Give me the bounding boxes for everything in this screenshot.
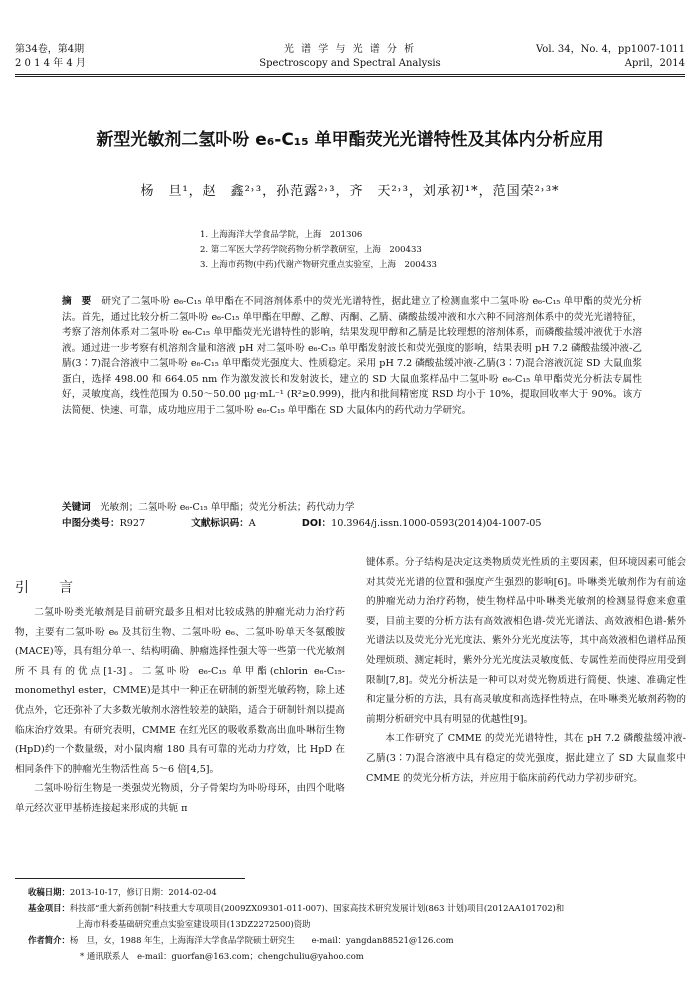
doi-value: 10.3964/j.issn.1000-0593(2014)04-1007-05	[331, 517, 542, 529]
clc-value: R927	[119, 517, 146, 529]
author-bio-label: 作者简介：	[28, 935, 70, 945]
journal-title-en: Spectroscopy and Spectral Analysis	[259, 58, 441, 69]
header-rule-2	[15, 76, 685, 77]
received-value: 2013-10-17，修订日期：2014-02-04	[69, 887, 217, 897]
volume-issue-en: Vol. 34，No. 4，pp1007-1011	[536, 44, 685, 55]
abstract-text: 研究了二氢卟吩 e₆-C₁₅ 单甲酯在不同溶剂体系中的荧光光谱特性，据此建立了检测血浆中二氢卟吩 e₆-C₁₅ 单甲酯的荧光分析法。首先，通过比较分析二氢卟吩 e₆-C₁₅ 单甲酯在甲醇、乙醇、丙酮、乙腈、磷酸盐缓冲液和水六种不同溶剂体系中的荧光光谱特征，考察了溶剂体系对二氢卟吩 e₆-C₁₅ 单甲酯荧光光谱特性的影响，结果发现甲醇和乙腈是比较理想的溶剂体系，而磷酸盐缓冲液优于水溶液。通过进一步考察有机溶剂含量和溶液 pH 对二氢卟吩 e₆-C₁₅ 单甲酯发射波长和荧光强度的影响，结果表明 pH 7.2 磷酸盐缓冲液-乙腈(3∶7)混合溶液中二氢卟吩 e₆-C₁₅ 单甲酯荧光强度大、性质稳定。采用 pH 7.2 磷酸盐缓冲液-乙腈(3∶7)混合溶液沉淀 SD 大鼠血浆蛋白，选择 498.00 和 664.05 nm 作为激发波长和发射波长，建立的 SD 大鼠血浆样品中二氢卟吩 e₆-C₁₅ 单甲酯荧光分析法专属性好，灵敏度高，线性范围为 0.50～50.00 μg·mL⁻¹ (R²≥0.999)，批内和批间精密度 RSD 均小于 10%，提取回收率大于 90%。该方法简便、快速、可靠，成功地应用于二氢卟吩 e₆-C₁₅ 单甲酯在 SD 大鼠体内的药代动力学研究。	[62, 296, 642, 416]
keywords-block	[62, 500, 662, 531]
volume-issue-cn: 第34卷，第4期	[15, 44, 85, 55]
received-label: 收稿日期：	[28, 887, 70, 897]
date-en: April，2014	[624, 58, 685, 69]
intro-paragraph-2-cont: 键体系。分子结构是决定这类物质荧光性质的主要因素，但环境因素可能会对其荧光光谱的位置和强度产生强烈的影响[6]。卟啉类光敏剂作为有前途的肿瘤光动力治疗药物，使生物样品中卟啉类光敏剂的检测显得愈来愈重要，目前主要的分析方法有高效液相色谱-荧光光谱法、高效液相色谱-紫外光谱法以及荧光分光光度法、紫外分光光度法等，其中高效液相色谱样品预处理烦琐、测定耗时，紫外分光光度法灵敏度低、专属性差而使得应用受到限制[7,8]。荧光分析法是一种可以对荧光物质进行简便、快速、准确定性和定量分析的方法，具有高灵敏度和高选择性特点，在卟啉类光敏剂药物的前期分析研究中具有明显的优越性[9]。	[366, 557, 686, 725]
doi-label: DOI：	[301, 517, 332, 529]
intro-left-column	[15, 603, 345, 819]
affiliations	[200, 228, 437, 273]
affiliation-2: 2. 第二军医大学药学院药物分析学教研室，上海 200433	[200, 245, 422, 255]
intro-paragraph-3: 本工作研究了 CMME 的荧光光谱特性，其在 pH 7.2 磷酸盐缓冲液-乙腈(3∶7)混合溶液中具有稳定的荧光强度，据此建立了 SD 大鼠血浆中 CMME 的荧光分析方法，并应用于临床前药代动力学初步研究。	[366, 733, 686, 784]
abstract-label: 摘 要	[62, 296, 92, 307]
keywords-text: 光敏剂；二氢卟吩 e₆-C₁₅ 单甲酯；荧光分析法；药代动力学	[99, 502, 355, 513]
affiliation-1: 1. 上海海洋大学食品学院，上海 201306	[200, 230, 363, 240]
header-rule	[15, 74, 685, 75]
fund-line-1: 科技部“重大新药创制”科技重大专项项目(2009ZX09301-011-007)、国家高技术研究发展计划(863 计划)项目(2012AA101702)和	[69, 903, 565, 913]
intro-paragraph-1: 二氢卟吩类光敏剂是目前研究最多且相对比较成熟的肿瘤光动力治疗药物，主要有二氢卟吩 e₆ 及其衍生物、二氢卟吩 e₆、二氢卟吩单天冬氨酸胺(MACE)等，具有组分单一、结构明确、肿瘤选择性强大等一些第一代光敏剂所不具有的优点[1-3]。二氢卟吩 e₆-C₁₅ 单甲酯(chlorin e₆-C₁₅-monomethyl ester，CMME)是其中一种正在研制的新型光敏药物，除上述优点外，它还弥补了大多数光敏剂水溶性较差的缺陷，适合于研制针剂以提高临床治疗效果。有研究表明，CMME 在红光区的吸收系数高出血卟啉衍生物(HpD)约一个数量级，对小鼠肉瘤 180 具有可靠的光动力疗效，比 HpD 在相同条件下的肿瘤光生物活性高 5～6 倍[4,5]。	[15, 607, 345, 775]
footnotes	[28, 884, 688, 964]
author-list: 杨 旦¹，赵 鑫²˒³，孙范露²˒³，齐 天²˒³，刘承初¹*，范国荣²˒³*	[140, 184, 560, 199]
journal-title-cn: 光 谱 学 与 光 谱 分 析	[283, 44, 417, 55]
intro-paragraph-2: 二氢卟吩衍生物是一类强荧光物质，分子骨架均为卟吩母环，由四个吡咯单元经次亚甲基桥连接起来形成的共轭 π	[15, 783, 345, 814]
footnote-rule	[15, 878, 245, 879]
date-cn: 2 0 1 4 年 4 月	[15, 58, 86, 69]
affiliation-3: 3. 上海市药物(中药)代谢产物研究重点实验室，上海 200433	[200, 260, 437, 270]
keywords-label: 关键词	[62, 502, 91, 513]
abstract	[62, 294, 642, 418]
doc-code-value: A	[248, 517, 256, 529]
intro-right-column	[366, 553, 686, 788]
intro-heading: 引 言	[15, 580, 81, 596]
doc-code-label: 文献标识码：	[191, 517, 249, 529]
clc-label: 中图分类号：	[62, 517, 120, 529]
author-bio-value: 杨 旦，女，1988 年生，上海海洋大学食品学院硕士研究生 e-mail：yangdan88521@126.com	[69, 935, 454, 945]
fund-label: 基金项目：	[28, 903, 70, 913]
fund-line-2: 上海市科委基础研究重点实验室建设项目(13DZ2272500)资助	[76, 919, 311, 929]
paper-title: 新型光敏剂二氢卟吩 e₆-C₁₅ 单甲酯荧光光谱特性及其体内分析应用	[96, 130, 604, 150]
corresponding-author: * 通讯联系人 e-mail：guorfan@163.com；chengchuliu@yahoo.com	[80, 951, 364, 961]
